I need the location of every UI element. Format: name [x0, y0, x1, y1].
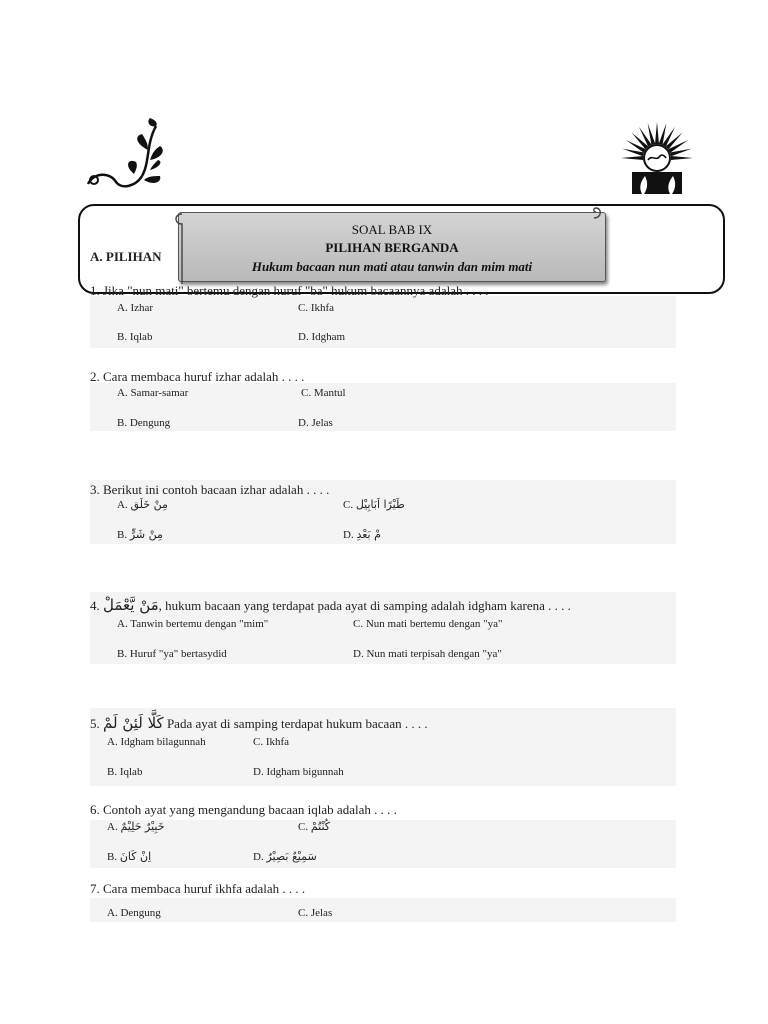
- sun-emblem-logo: [620, 120, 694, 196]
- topic-line: Hukum bacaan nun mati atau tanwin dan mim mati: [251, 259, 533, 274]
- option-7c[interactable]: C. Jelas: [298, 907, 333, 919]
- option-5b[interactable]: B. Iqlab: [107, 766, 143, 778]
- option-3d[interactable]: D. مْ بَعْدِ: [343, 528, 381, 541]
- option-2b[interactable]: B. Dengung: [117, 417, 171, 429]
- answer-block: [90, 898, 676, 922]
- page-subtitle: PILIHAN BERGANDA: [325, 240, 459, 255]
- option-7a[interactable]: A. Dengung: [107, 907, 161, 919]
- option-6c[interactable]: C. كُنْتُمْ: [298, 820, 331, 833]
- question-2: 2. Cara membaca huruf izhar adalah . . . .: [90, 369, 305, 384]
- option-5c[interactable]: C. Ikhfa: [253, 736, 290, 748]
- question-5: 5. كَلَّا لَئِنْ لَمْ Pada ayat di samping terdapat hukum bacaan . . . .: [90, 714, 428, 732]
- option-3c[interactable]: C. طَيْرًا اَبَابِيْل: [343, 498, 405, 511]
- option-4a[interactable]: A. Tanwin bertemu dengan "mim": [117, 618, 269, 630]
- floral-ornament-icon: [84, 114, 174, 196]
- question-4: 4. مَنْ يَّعْمَلْ, hukum bacaan yang terdapat pada ayat di samping adalah idgham karena . . . .: [90, 596, 571, 614]
- option-1d[interactable]: D. Idgham: [298, 331, 346, 343]
- scroll-curl-icon: [172, 212, 186, 286]
- question-6: 6. Contoh ayat yang mengandung bacaan iqlab adalah . . . .: [90, 802, 397, 817]
- option-3a[interactable]: A. مِنْ خَلَق: [117, 498, 168, 511]
- scroll-curl-right-icon: [590, 204, 606, 220]
- option-3b[interactable]: B. مِنْ شَرٍّ: [117, 528, 163, 541]
- option-4d[interactable]: D. Nun mati terpisah dengan "ya": [353, 648, 502, 660]
- answer-block: [90, 296, 676, 348]
- title-scroll-banner: [178, 212, 606, 282]
- question-3: 3. Berikut ini contoh bacaan izhar adalah . . . .: [90, 482, 330, 497]
- option-5a[interactable]: A. Idgham bilagunnah: [107, 736, 206, 748]
- option-6a[interactable]: A. خَبِيْرٌ حَلِيْمٌ: [107, 820, 165, 833]
- section-label: A. PILIHAN: [90, 249, 162, 264]
- option-5d[interactable]: D. Idgham bigunnah: [253, 766, 344, 778]
- option-4c[interactable]: C. Nun mati bertemu dengan "ya": [353, 618, 503, 630]
- option-1c[interactable]: C. Ikhfa: [298, 302, 335, 314]
- question-7: 7. Cara membaca huruf ikhfa adalah . . . .: [90, 881, 306, 896]
- option-1b[interactable]: B. Iqlab: [117, 331, 153, 343]
- option-2d[interactable]: D. Jelas: [298, 417, 333, 429]
- option-1a[interactable]: A. Izhar: [117, 302, 154, 314]
- answer-block: [90, 820, 676, 868]
- option-6b[interactable]: B. اِنْ كَانَ: [107, 850, 152, 863]
- option-2a[interactable]: A. Samar-samar: [117, 387, 189, 399]
- page-title: SOAL BAB IX: [351, 222, 433, 237]
- option-6d[interactable]: D. سَمِيْعٌ بَصِيْرٌ: [253, 850, 317, 863]
- option-2c[interactable]: C. Mantul: [301, 387, 346, 399]
- question-1: 1. Jika "nun mati" bertemu dengan huruf "ba" hukum bacaannya adalah . . . .: [90, 283, 489, 298]
- option-4b[interactable]: B. Huruf "ya" bertasydid: [117, 648, 227, 660]
